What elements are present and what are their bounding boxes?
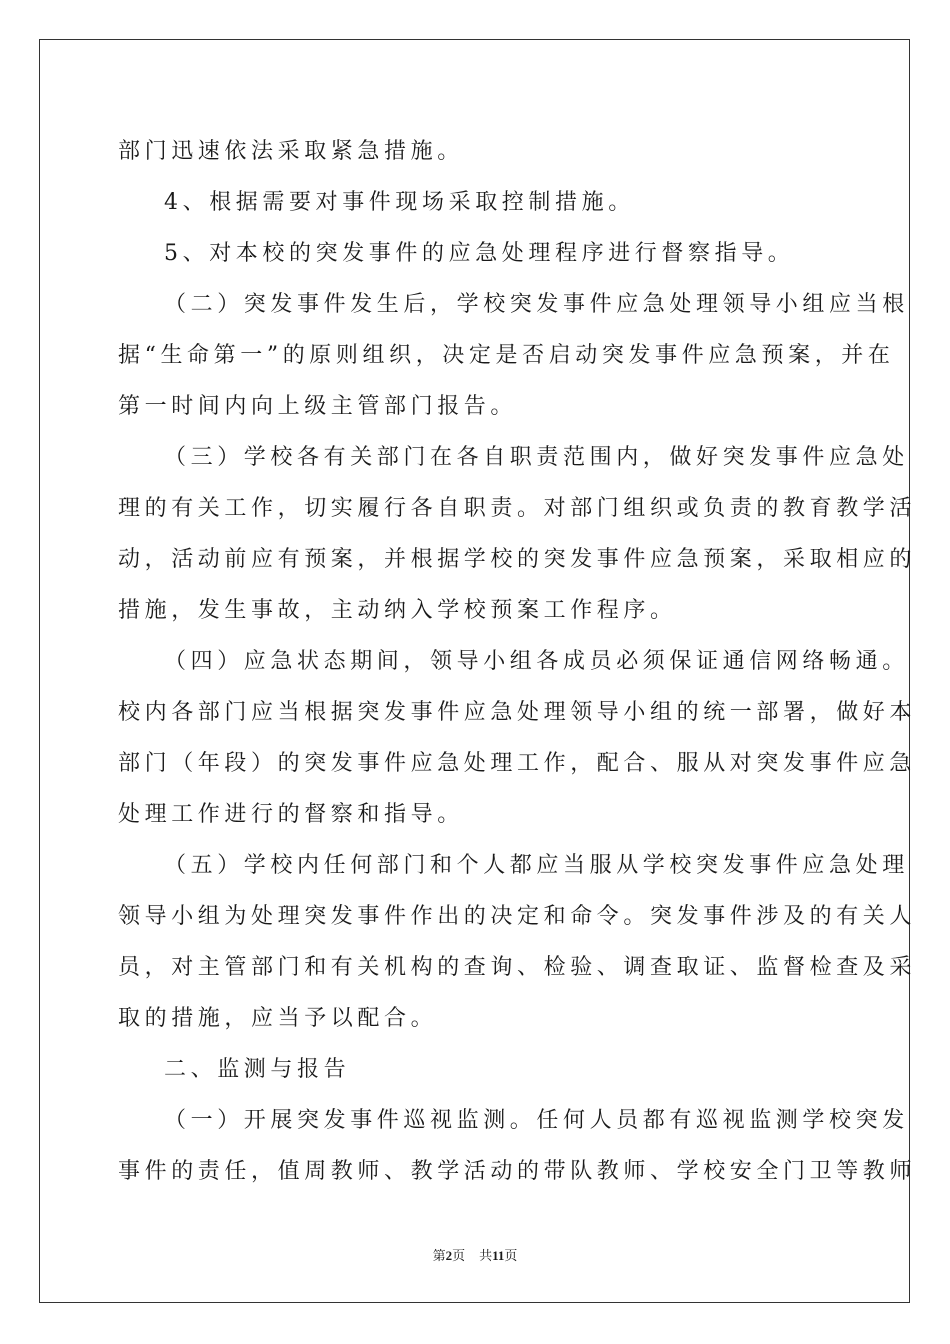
text-line: 部门迅速依法采取紧急措施。 bbox=[118, 139, 464, 164]
page-prefix: 第 bbox=[432, 1248, 446, 1263]
text-line: （一）开展突发事件巡视监测。任何人员都有巡视监测学校突发 bbox=[164, 1108, 909, 1133]
text-line: 处理工作进行的督察和指导。 bbox=[118, 802, 464, 827]
total-pages: 11 bbox=[492, 1248, 505, 1263]
text-line: 4、根据需要对事件现场采取控制措施。 bbox=[164, 190, 635, 215]
text-line: （五）学校内任何部门和个人都应当服从学校突发事件应急处理 bbox=[164, 853, 909, 878]
text-line: 事件的责任，值周教师、教学活动的带队教师、学校安全门卫等教师 bbox=[118, 1159, 917, 1184]
page-suffix: 页 bbox=[452, 1248, 466, 1263]
section-heading: 二、监测与报告 bbox=[164, 1057, 351, 1082]
page-number: 2 bbox=[445, 1248, 453, 1263]
text-line: 部门（年段）的突发事件应急处理工作，配合、服从对突发事件应急 bbox=[118, 751, 917, 776]
text-line: 措施，发生事故，主动纳入学校预案工作程序。 bbox=[118, 598, 677, 623]
text-line: （三）学校各有关部门在各自职责范围内，做好突发事件应急处 bbox=[164, 445, 909, 470]
text-line: （四）应急状态期间，领导小组各成员必须保证通信网络畅通。 bbox=[164, 649, 909, 674]
text-line: 第一时间内向上级主管部门报告。 bbox=[118, 394, 518, 419]
total-prefix: 共 bbox=[479, 1248, 493, 1263]
page-footer bbox=[0, 1247, 950, 1265]
text-line: 动，活动前应有预案，并根据学校的突发事件应急预案，采取相应的 bbox=[118, 547, 917, 572]
text-line: 取的措施，应当予以配合。 bbox=[118, 1006, 438, 1031]
text-line: 5、对本校的突发事件的应急处理程序进行督察指导。 bbox=[164, 241, 795, 266]
total-suffix: 页 bbox=[504, 1248, 518, 1263]
text-line: 校内各部门应当根据突发事件应急处理领导小组的统一部署，做好本 bbox=[118, 700, 917, 725]
text-line: 员，对主管部门和有关机构的查询、检验、调查取证、监督检查及采 bbox=[118, 955, 917, 980]
text-line: 据“生命第一”的原则组织，决定是否启动突发事件应急预案，并在 bbox=[118, 343, 895, 368]
text-line: 理的有关工作，切实履行各自职责。对部门组织或负责的教育教学活 bbox=[118, 496, 917, 521]
document-body bbox=[118, 126, 917, 1197]
text-line: （二）突发事件发生后，学校突发事件应急处理领导小组应当根 bbox=[164, 292, 909, 317]
text-line: 领导小组为处理突发事件作出的决定和命令。突发事件涉及的有关人 bbox=[118, 904, 917, 929]
